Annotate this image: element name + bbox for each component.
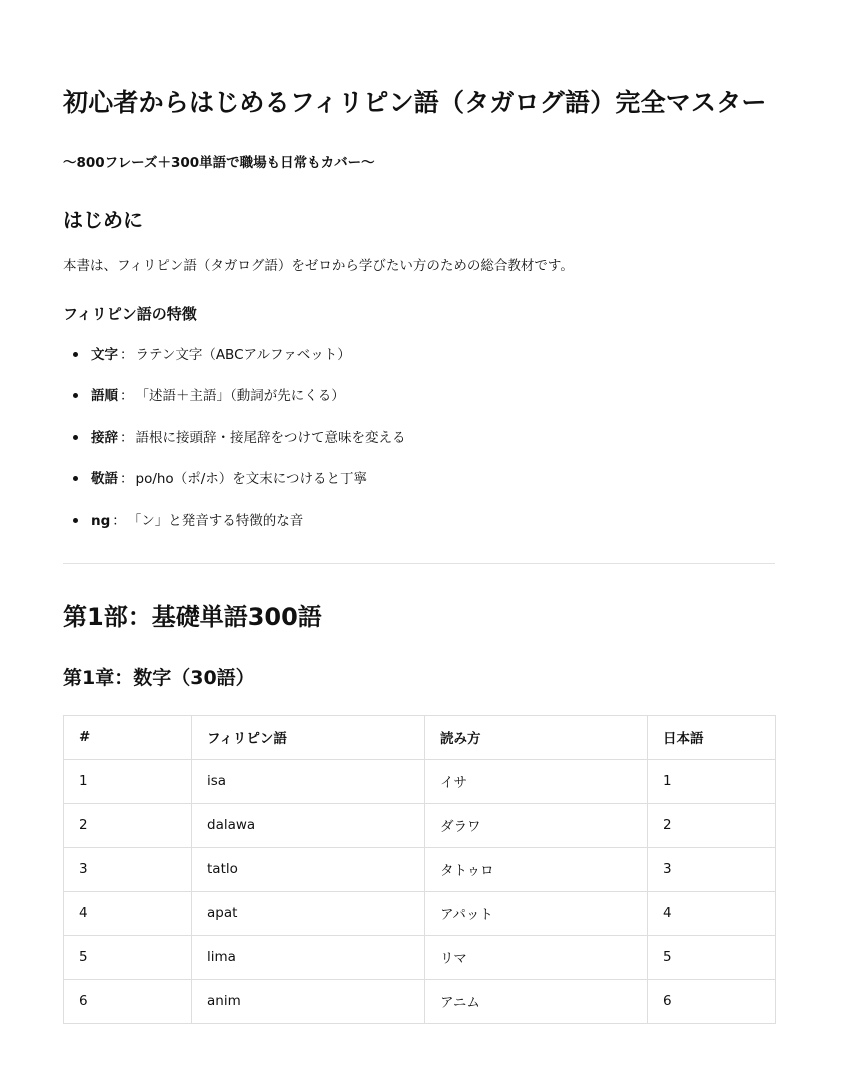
table-row	[64, 891, 776, 935]
feature-term: 敬語	[91, 471, 118, 488]
features-list	[63, 334, 775, 542]
table-row	[64, 759, 776, 803]
feature-term: 文字	[91, 346, 118, 363]
feature-separator: ：	[112, 512, 126, 529]
cell-filipino: tatlo	[192, 847, 425, 891]
column-header-number: #	[64, 715, 192, 759]
feature-description: po/ho（ポ/ホ）を文末につけると丁寧	[135, 471, 367, 488]
cell-japanese: 3	[648, 847, 776, 891]
feature-item	[63, 334, 775, 376]
cell-filipino: apat	[192, 891, 425, 935]
feature-description: 語根に接頭辞・接尾辞をつけて意味を変える	[135, 429, 406, 446]
cell-reading: アニム	[425, 979, 648, 1023]
document-title: 初心者からはじめるフィリピン語（タガログ語）完全マスター	[63, 88, 767, 117]
feature-description: ラテン文字（ABCアルファベット）	[135, 346, 351, 363]
bullet-icon	[73, 476, 78, 481]
cell-japanese: 5	[648, 935, 776, 979]
feature-item	[63, 417, 775, 459]
cell-japanese: 1	[648, 759, 776, 803]
cell-japanese: 2	[648, 803, 776, 847]
document-content	[63, 80, 775, 1024]
feature-term: ng	[91, 512, 111, 529]
column-header-reading: 読み方	[425, 715, 648, 759]
table-row	[64, 803, 776, 847]
cell-number: 3	[64, 847, 192, 891]
vocabulary-table	[63, 715, 776, 1024]
feature-separator: ：	[120, 429, 134, 446]
cell-filipino: isa	[192, 759, 425, 803]
column-header-japanese: 日本語	[648, 715, 776, 759]
chapter-title: 第1章：数字（30語）	[63, 666, 255, 689]
cell-number: 1	[64, 759, 192, 803]
column-header-filipino: フィリピン語	[192, 715, 425, 759]
table-row	[64, 935, 776, 979]
cell-number: 5	[64, 935, 192, 979]
bullet-icon	[73, 352, 78, 357]
table-row	[64, 847, 776, 891]
table-header-row	[64, 715, 776, 759]
feature-item	[63, 500, 775, 542]
table-row	[64, 979, 776, 1023]
feature-term: 語順	[91, 388, 118, 405]
bullet-icon	[73, 393, 78, 398]
cell-japanese: 6	[648, 979, 776, 1023]
feature-item	[63, 376, 775, 418]
intro-paragraph: 本書は、フィリピン語（タガログ語）をゼロから学びたい方のための総合教材です。	[63, 258, 574, 274]
cell-number: 6	[64, 979, 192, 1023]
cell-japanese: 4	[648, 891, 776, 935]
cell-reading: リマ	[425, 935, 648, 979]
feature-separator: ：	[120, 471, 134, 488]
document-subtitle: 〜800フレーズ＋300単語で職場も日常もカバー〜	[63, 155, 375, 171]
cell-filipino: lima	[192, 935, 425, 979]
features-heading: フィリピン語の特徴	[63, 305, 197, 323]
cell-number: 4	[64, 891, 192, 935]
feature-item	[63, 459, 775, 501]
feature-separator: ：	[120, 346, 134, 363]
cell-number: 2	[64, 803, 192, 847]
intro-heading: はじめに	[63, 208, 143, 232]
bullet-icon	[73, 518, 78, 523]
cell-filipino: dalawa	[192, 803, 425, 847]
cell-reading: アパット	[425, 891, 648, 935]
feature-description: 「述語＋主語」（動詞が先にくる）	[135, 388, 345, 405]
cell-reading: ダラワ	[425, 803, 648, 847]
cell-reading: イサ	[425, 759, 648, 803]
part-title: 第1部：基礎単語300語	[63, 602, 322, 631]
cell-reading: タトゥロ	[425, 847, 648, 891]
feature-description: 「ン」と発音する特徴的な音	[127, 512, 304, 529]
feature-term: 接辞	[91, 429, 118, 446]
feature-separator: ：	[120, 388, 134, 405]
bullet-icon	[73, 435, 78, 440]
cell-filipino: anim	[192, 979, 425, 1023]
section-divider	[63, 563, 775, 564]
